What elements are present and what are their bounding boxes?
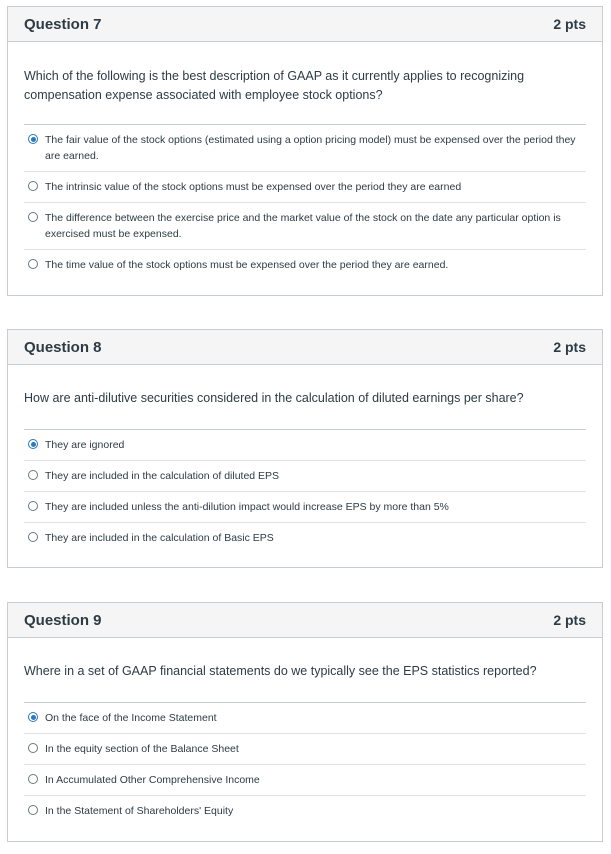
answer-label: In the equity section of the Balance Sheet [45, 743, 239, 755]
question-text: How are anti-dilutive securities considered in the calculation of diluted earnings per share? [24, 391, 524, 405]
question-title: Question 7 [24, 15, 102, 33]
answer-option[interactable] [24, 492, 586, 523]
answer-label: In Accumulated Other Comprehensive Income [45, 774, 260, 786]
question-text: Where in a set of GAAP financial statements do we typically see the EPS statistics reported? [24, 664, 537, 678]
answer-option[interactable] [24, 430, 586, 461]
answer-option[interactable] [24, 172, 586, 203]
question-9 [7, 602, 603, 842]
radio-icon[interactable] [28, 501, 38, 511]
answer-label: The time value of the stock options must be expensed over the period they are earned. [45, 259, 449, 271]
question-text: Which of the following is the best description of GAAP as it currently applies to recognizing compensation expense associated with employee stock options? [24, 69, 525, 102]
question-header [8, 7, 602, 42]
answer-label: The difference between the exercise price and the market value of the stock on the date any particular option is exercised must be expensed. [45, 212, 561, 240]
answer-option[interactable] [24, 125, 586, 172]
radio-selected-icon[interactable] [28, 439, 38, 449]
answer-label: The intrinsic value of the stock options must be expensed over the period they are earned [45, 181, 462, 193]
question-header [8, 330, 602, 365]
question-8 [7, 329, 603, 568]
radio-icon[interactable] [28, 532, 38, 542]
answer-option[interactable] [24, 203, 586, 250]
answer-option[interactable] [24, 796, 586, 826]
question-points: 2 pts [553, 612, 586, 628]
answer-option[interactable] [24, 703, 586, 734]
question-title: Question 9 [24, 611, 102, 629]
answer-option[interactable] [24, 250, 586, 280]
answer-label: On the face of the Income Statement [45, 712, 217, 724]
radio-icon[interactable] [28, 743, 38, 753]
answer-option[interactable] [24, 523, 586, 553]
question-7 [7, 6, 603, 296]
question-points: 2 pts [553, 16, 586, 32]
radio-icon[interactable] [28, 470, 38, 480]
radio-icon[interactable] [28, 774, 38, 784]
answer-label: They are included in the calculation of diluted EPS [45, 470, 280, 482]
answer-label: They are included in the calculation of Basic EPS [45, 532, 274, 544]
question-header [8, 603, 602, 638]
answer-list [24, 429, 586, 553]
answer-label: In the Statement of Shareholders' Equity [45, 805, 234, 817]
answer-label: The fair value of the stock options (estimated using a option pricing model) must be expensed over the period they are earned. [45, 134, 576, 162]
radio-icon[interactable] [28, 212, 38, 222]
answer-option[interactable] [24, 765, 586, 796]
answer-label: They are included unless the anti-dilution impact would increase EPS by more than 5% [45, 501, 449, 513]
question-points: 2 pts [553, 339, 586, 355]
answer-option[interactable] [24, 734, 586, 765]
answer-option[interactable] [24, 461, 586, 492]
question-title: Question 8 [24, 338, 102, 356]
radio-icon[interactable] [28, 181, 38, 191]
radio-icon[interactable] [28, 805, 38, 815]
answer-list [24, 124, 586, 280]
answer-list [24, 702, 586, 826]
radio-icon[interactable] [28, 259, 38, 269]
radio-selected-icon[interactable] [28, 134, 38, 144]
answer-label: They are ignored [45, 439, 125, 451]
radio-selected-icon[interactable] [28, 712, 38, 722]
